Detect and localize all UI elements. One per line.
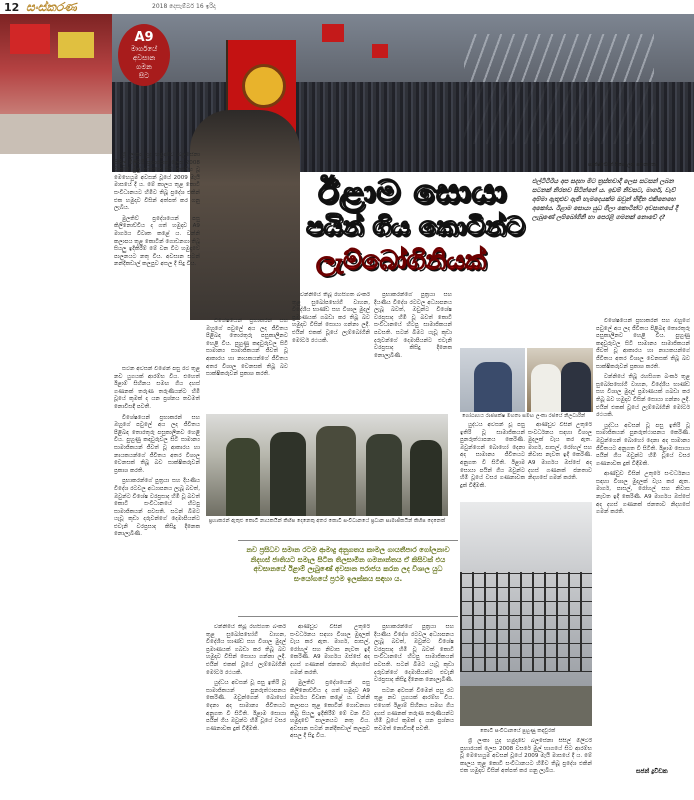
article-paragraph: ශ්‍රී ලංකා යුද හමුදාවේ බලසේනා සිසිල් මිලිටරී ප්‍රහාරයක් ලෙස 2008 වසරේ මුල් භාගයේ සිට ආරම්භ වූ මෙහෙයුම අවසන් වූයේ 2009 මැයි මාසයේ දී ය. මේ කාලය තුළ කොටි සංවිධානයට හිමිව තිබූ ප්‍රදේශ එකින් එක හමුදාව විසින් අත්පත් කර ගනු ලැබීය. xyxy=(114,152,200,212)
portrait-photo xyxy=(527,348,593,412)
article-paragraph: වන්නියේ තිබූ රහසිගත බංකර් තුළ සුඛෝපභෝගී වාහන, විදේශීය භාණ්ඩ සහ විශාල මුදල් ප්‍රමාණයක් ගබඩා කර තිබූ බව හමුදාව විසින් සොයා ගන්නා ලදී. එයින් එකක් වූයේ ලැම්බෝගිනි මෝටර් රථයකි. xyxy=(206,624,286,676)
training-camp-photo xyxy=(460,502,592,726)
crowd-shape xyxy=(0,114,112,154)
photo-caption: ප්‍රභාකරන් ඇතුළු කොටි නායකයින් කිහිප දෙනෙකු අතර කොටි සංවිධානයේ ප්‍රධාන සාමාජිකයින් කිහිප දෙනෙක් xyxy=(208,518,446,524)
article-paragraph: යුද්ධය අවසන් වූ පසු ඉතිරි වූ සාමාජිකයන් පුනරුත්ථාපනය කෙරිණි. ඔවුන්ගෙන් බොහෝ දෙනා අද සාමාන්‍ය ජීවිතයට අනුගත වී සිටිති. ඊළාම සොයා පයින් ගිය ඔවුන්ට හිමි වූයේ වසර ගණනාවක දුක් විඳීමකි. xyxy=(596,422,690,467)
article-paragraph: විශේෂයෙන් ප්‍රභාකරන් සහ ඔහුගේ පවුලේ අය ලද ජීවිතය පිළිබඳ තොරතුරු පසුකාලීනව හෙළි විය. පුහුණු කඳවුරුවල සිටි සාමාන්‍ය සාමාජිකයන් ජීවත් වූ ආකාරය හා නායකයන්ගේ ජීවිතය අතර විශාල වෙනසක් තිබූ බව සාක්ෂිකරුවන් ප්‍රකාශ කරති. xyxy=(596,318,690,370)
article-paragraph: විශේෂයෙන් ප්‍රභාකරන් සහ ඔහුගේ පවුලේ අය ලද ජීවිතය පිළිබඳ තොරතුරු පසුකාලීනව හෙළි විය. පුහුණු කඳවුරුවල සිටි සාමාන්‍ය සාමාජිකයන් ජීවත් වූ ආකාරය හා නායකයන්ගේ ජීවිතය අතර විශාල වෙනසක් තිබූ බව සාක්ෂිකරුවන් ප්‍රකාශ කරති. xyxy=(114,414,200,474)
article-paragraph: මුලතිව් ප්‍රදේශයෙන් පසු කිලිනොච්චිය ද ගත් හමුදාව A9 මාර්ගය විවෘත කළේ ය. වන්නි කලාපය තුළ කොටින් ගොඩනගා තිබූ සියලු ඉදිකිරීම් මේ වන විට හමුදාවේ පාලනයට නතු විය. අවසාන සටන් නන්දිකඩාල් කලපුව අසල දී සිදු විය. xyxy=(114,215,200,268)
badge-line: මාර්ගයේ xyxy=(130,45,158,53)
article-paragraph: විශේෂයෙන් ප්‍රභාකරන් සහ ඔහුගේ පවුලේ අය ලද ජීවිතය පිළිබඳ තොරතුරු පසුකාලීනව හෙළි විය. පුහුණු කඳවුරුවල සිටි සාමාන්‍ය සාමාජිකයන් ජීවත් වූ ආකාරය හා නායකයන්ගේ ජීවිතය අතර විශාල වෙනසක් තිබූ බව සාක්ෂිකරුවන් ප්‍රකාශ කරති. xyxy=(206,318,288,378)
figure-shape xyxy=(410,440,442,516)
article-paragraph: ප්‍රභාකරන්ගේ පුත්‍රයා සහ දියණිය විදේශ රටවල අධ්‍යාපනය ලැබූ බවත්, ඔවුන්ට විශේෂ වරප්‍රසාද හිමි වූ බවත් කොටි සංවිධානයේ හිටපු සාමාජිකයන් පවසති. සටන් බිමට යැවූ කුඩා දරුවන්ගේ දෙමාපියන්ට එවැනි වරප්‍රසාද කිසිදු දිනෙක නොලැබිණි. xyxy=(374,292,452,359)
group-photo xyxy=(206,414,448,516)
article-column xyxy=(374,624,454,796)
portrait-photo xyxy=(460,348,525,412)
article-paragraph: ආණ්ඩුව විසින් උතුරේ සංවර්ධනය සඳහා විශාල මුදලක් වැය කර ඇත. මාර්ග, පාසල්, රෝහල් සහ නිවාස නැවත ඉදි කෙරිණි. A9 මාර්ගය ඔස්සේ අද දහස් ගණනක් ජනතාව නිදහසේ ගමන් කරති. xyxy=(528,422,592,482)
page-number: 12 xyxy=(4,1,20,14)
badge-line: ගමන xyxy=(136,63,152,71)
article-column xyxy=(292,292,370,410)
tiger-emblem-icon xyxy=(242,64,286,108)
flag-shape xyxy=(322,24,344,42)
divider xyxy=(238,540,458,541)
article-paragraph: ආණ්ඩුව විසින් උතුරේ සංවර්ධනය සඳහා විශාල මුදලක් වැය කර ඇත. මාර්ග, පාසල්, රෝහල් සහ නිවාස නැවත ඉදි කෙරිණි. A9 මාර්ගය ඔස්සේ අද දහස් ගණනක් ජනතාව නිදහසේ ගමන් කරති. xyxy=(290,624,370,676)
soldier-figure xyxy=(190,110,300,320)
article-paragraph: යුද්ධය අවසන් වූ පසු ඉතිරි වූ සාමාජිකයන් පුනරුත්ථාපනය කෙරිණි. ඔවුන්ගෙන් බොහෝ දෙනා අද සාමාන්‍ය ජීවිතයට අනුගත වී සිටිති. ඊළාම සොයා පයින් ගිය ඔවුන්ට හිමි වූයේ වසර ගණනාවක දුක් විඳීමකි. xyxy=(460,422,525,489)
photo-caption: ගෝඨාභය රාජපක්ෂ මහතා සමඟ ලංකා රජයේ නිලධාරීන් xyxy=(462,413,586,419)
a9-badge xyxy=(118,24,170,86)
ground-shape xyxy=(460,686,592,726)
headline-line-3: ලැම්බෝගිනියක් xyxy=(316,246,487,276)
divider xyxy=(238,616,458,617)
badge-line: සිට xyxy=(138,72,150,80)
article-paragraph: මුලතිව් ප්‍රදේශයෙන් පසු කිලිනොච්චිය ද ගත් හමුදාව A9 මාර්ගය විවෘත කළේ ය. වන්නි කලාපය තුළ කොටින් ගොඩනගා තිබූ සියලු ඉදිකිරීම් මේ වන විට හමුදාවේ පාලනයට නතු විය. අවසාන සටන් නන්දිකඩාල් කලපුව අසල දී සිදු විය. xyxy=(290,680,370,740)
article-paragraph: යුද්ධය අවසන් වූ පසු ඉතිරි වූ සාමාජිකයන් පුනරුත්ථාපනය කෙරිණි. ඔවුන්ගෙන් බොහෝ දෙනා අද සාමාන්‍ය ජීවිතයට අනුගත වී සිටිති. ඊළාම සොයා පයින් ගිය ඔවුන්ට හිමි වූයේ වසර ගණනාවක දුක් විඳීමකි. xyxy=(206,680,286,732)
rally-photo xyxy=(0,14,112,154)
article-column xyxy=(374,292,452,410)
figure-shape xyxy=(270,432,306,516)
figure-shape xyxy=(366,434,402,516)
article-paragraph: ශ්‍රී ලංකා යුද හමුදාවේ බලසේනා සිසිල් මිලිටරී ප්‍රහාරයක් ලෙස 2008 වසරේ මුල් භාගයේ සිට ආරම්භ වූ මෙහෙයුම අවසන් වූයේ 2009 මැයි මාසයේ දී ය. මේ කාලය තුළ කොටි සංවිධානයට හිමිව තිබූ ප්‍රදේශ එකින් එක හමුදාව විසින් අත්පත් කර ගනු ලැබීය. xyxy=(460,738,592,775)
flag-shape xyxy=(10,24,50,54)
headline-line-1: ඊළාම සොයා xyxy=(318,172,508,211)
article-paragraph: ආණ්ඩුව විසින් උතුරේ සංවර්ධනය සඳහා විශාල මුදලක් වැය කර ඇත. මාර්ග, පාසල්, රෝහල් සහ නිවාස නැවත ඉදි කෙරිණි. A9 මාර්ගය ඔස්සේ අද දහස් ගණනක් ජනතාව නිදහසේ ගමන් කරති. xyxy=(596,471,690,516)
author-name: සජන් ද්‍රවිඩක xyxy=(636,768,668,775)
article-column xyxy=(460,422,525,498)
article-paragraph: වන්නියේ තිබූ රහසිගත බංකර් තුළ සුඛෝපභෝගී වාහන, විදේශීය භාණ්ඩ සහ විශාල මුදල් ප්‍රමාණයක් ගබඩා කර තිබූ බව හමුදාව විසින් සොයා ගන්නා ලදී. එයින් එකක් වූයේ ලැම්බෝගිනි මෝටර් රථයකි. xyxy=(292,292,370,344)
badge-line: අවසාන xyxy=(132,54,156,62)
hero-caption: සැක්ෂ්වෝත් විගෝලන පනනපතා xyxy=(588,162,658,168)
flag-shape xyxy=(372,44,388,58)
fence-shape xyxy=(460,572,592,672)
article-paragraph: ප්‍රභාකරන්ගේ පුත්‍රයා සහ දියණිය විදේශ රටවල අධ්‍යාපනය ලැබූ බවත්, ඔවුන්ට විශේෂ වරප්‍රසාද හිමි වූ බවත් කොටි සංවිධානයේ හිටපු සාමාජිකයන් පවසති. සටන් බිමට යැවූ කුඩා දරුවන්ගේ දෙමාපියන්ට එවැනි වරප්‍රසාද කිසිදු දිනෙක නොලැබිණි. xyxy=(114,478,200,538)
article-paragraph: වන්නියේ තිබූ රහසිගත බංකර් තුළ සුඛෝපභෝගී වාහන, විදේශීය භාණ්ඩ සහ විශාල මුදල් ප්‍රමාණයක් ගබඩා කර තිබූ බව හමුදාව විසින් සොයා ගන්නා ලදී. එයින් එකක් වූයේ ලැම්බෝගිනි මෝටර් රථයකි. xyxy=(596,374,690,419)
article-column xyxy=(114,366,200,796)
pull-quote-middle: නව ප්‍රසිධව සමාන රටම ආමාදු අනුගතය කාමල ගායතීපාර ගෝලනාව නිදහස් ජාතියට සමැල සිටින තිලසාමින ගමනාන්තය ඒ කිසිවක් එය අවසානයේ ඊළාම් ලැබුණේ අවසාන පරාජය කරන ලද විශාල යුධ සංයෝගයේ ප්‍රථම ඉලක්කය සඳහා ය. xyxy=(246,546,450,583)
page-header xyxy=(0,0,694,15)
article-column xyxy=(114,152,200,362)
issue-date: 2018 දෙසැම්බර් 16 ඉරිදා xyxy=(152,3,216,10)
section-title: සංස්කරණ xyxy=(26,0,77,14)
article-column xyxy=(528,422,592,498)
figure-shape xyxy=(561,362,591,412)
figure-shape xyxy=(226,438,260,516)
figure-shape xyxy=(316,426,356,516)
figure-shape xyxy=(531,364,561,412)
article-paragraph: ප්‍රභාකරන්ගේ පුත්‍රයා සහ දියණිය විදේශ රටවල අධ්‍යාපනය ලැබූ බවත්, ඔවුන්ට විශේෂ වරප්‍රසාද හිමි වූ බවත් කොටි සංවිධානයේ හිටපු සාමාජිකයන් පවසති. සටන් බිමට යැවූ කුඩා දරුවන්ගේ දෙමාපියන්ට එවැනි වරප්‍රසාද කිසිදු දිනෙක නොලැබිණි. xyxy=(374,624,454,684)
badge-code: A9 xyxy=(134,30,154,45)
flag-shape xyxy=(58,32,94,58)
article-column xyxy=(460,738,592,798)
pull-quote-right: එල්ටීටීඊය අප සදහා මිට ත්‍රස්තවාදී ලෙස සටසන් ලබන සටනක් නිරතව සිටින්නේ ය. ඉඩම් නිවසට, මාර්ග, වැව් අම්මා ඇතුළුව ඇති හැමදෙයක්ම ඔවුන් හිඳින එකිනෙහෙ අකෝය. ඊළාම සොයා යුධ ගිලා කොටින්ට අවසානයේ දී ලැබුණේ ලම්බෝගිනි හා පෙරළි ගමනක් නොවේ ද? xyxy=(532,178,678,221)
photo-caption: කොටි සංවිධානයේ පුහුණු කඳවුරක් xyxy=(480,728,556,734)
article-paragraph: සටන අවසන් වීමෙන් පසු රට තුළ නව යුගයක් ආරම්භ විය. එහෙත් ඊළාම් සිහිනය සමඟ ගිය දහස් ගණනක් තරුණ තරුණියන්ට හිමි වූයේ කුමක් ද යන ප්‍රශ්නය තවමත් නොවිසඳී පවතී. xyxy=(374,687,454,732)
article-column xyxy=(290,624,370,796)
article-column xyxy=(206,624,286,796)
article-column xyxy=(206,318,288,410)
article-paragraph: සටන අවසන් වීමෙන් පසු රට තුළ නව යුගයක් ආරම්භ විය. එහෙත් ඊළාම් සිහිනය සමඟ ගිය දහස් ගණනක් තරුණ තරුණියන්ට හිමි වූයේ කුමක් ද යන ප්‍රශ්නය තවමත් නොවිසඳී පවතී. xyxy=(114,366,200,410)
headline-line-2: පයින් ගිය කොටින්ට xyxy=(306,212,525,242)
figure-shape xyxy=(474,362,512,412)
article-column xyxy=(596,318,690,762)
